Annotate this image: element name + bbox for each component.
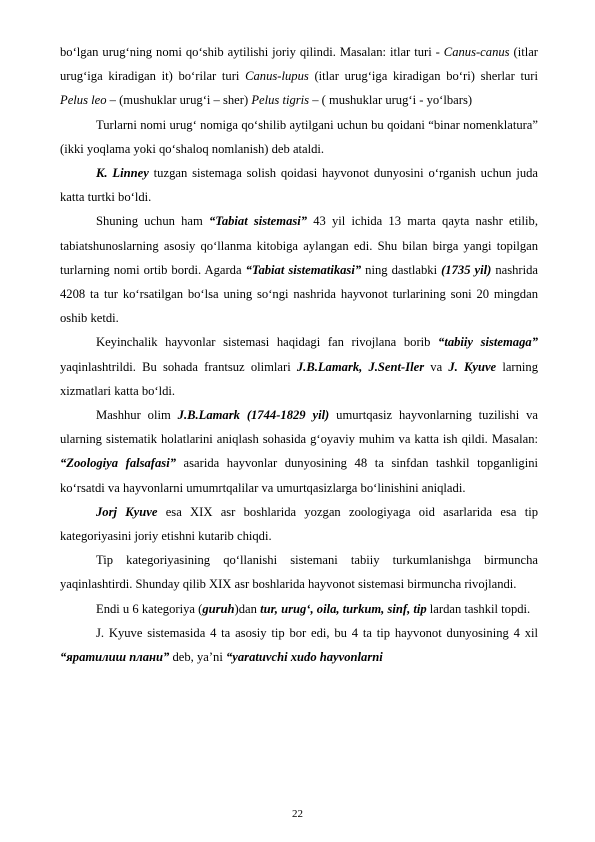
text-run: Mashhur olim <box>96 408 178 423</box>
emphasis-text: J. Kyuve <box>448 359 497 374</box>
emphasis-text: tur, urug‘, oila, turkum, sinf, tip <box>260 601 427 616</box>
page-number: 22 <box>292 808 303 820</box>
text-run: deb, ya’ni <box>169 650 226 665</box>
emphasis-text: “tabiiy sistemaga” <box>438 335 538 350</box>
paragraph <box>60 548 538 596</box>
page-body <box>60 40 538 669</box>
paragraph <box>60 330 538 403</box>
text-run: (itlar urug‘iga kiradigan it) bo‘rilar turi <box>60 45 539 84</box>
text-run: 43 yil ichida 13 marta qayta nashr etilib, tabiatshunoslarning asosiy qo‘llanma kitobiga aylangan edi. Shu bilan birga yangi topilgan turlarning nomi ortib bordi. Agarda <box>60 214 538 277</box>
emphasis-text: “яратилиш плани” <box>60 650 170 665</box>
text-run: tuzgan sistemaga solish qoidasi hayvonot dunyosini o‘rganish uchun juda katta turtki bo‘ldi. <box>60 166 539 205</box>
text-run: lardan tashkil topdi. <box>426 601 531 616</box>
emphasis-text: J.B.Lamark, J.Sent-Iler <box>296 359 425 374</box>
text-run: yaqinlashtrildi. Bu sohada frantsuz olimlari <box>60 359 297 374</box>
text-run: nashrida 4208 ta tur ko‘rsatilgan bo‘lsa uning so‘ngi nashrida hayvonot turlarining soni 20 mingdan oshib ketdi. <box>60 262 539 326</box>
text-run: (itlar urug‘iga kiradigan bo‘ri) sherlar turi <box>308 69 538 84</box>
paragraph <box>60 40 538 113</box>
text-run: va <box>424 359 449 374</box>
text-run: )dan <box>234 601 261 616</box>
italic-text: Canus-canus <box>443 45 510 59</box>
text-run: esa XIX asr boshlarida yozgan zoologiyaga oid asarlarida esa tip kategoriyasini joriy etishni kutarib chiqdi. <box>60 504 538 544</box>
paragraph <box>60 403 538 500</box>
italic-text: Canus-lupus <box>245 69 309 84</box>
paragraph <box>60 621 538 669</box>
paragraph <box>60 209 538 330</box>
emphasis-text: (1735 yil) <box>441 262 492 277</box>
paragraph <box>60 500 538 548</box>
text-run: Shuning uchun ham <box>96 214 209 229</box>
italic-text: Pelus leo <box>60 93 107 108</box>
text-run: Turlarni nomi urug‘ nomiga qo‘shilib aytilgani uchun bu qoidani “binar nomenklatura” (ikki yoqlama yoki qo‘shaloq nomlanish) deb ataldi. <box>60 117 538 156</box>
emphasis-text: “yaratuvchi xudo hayvonlarni <box>226 650 383 665</box>
emphasis-text: J.B.Lamark (1744-1829 yil) <box>177 408 330 423</box>
text-run: ning dastlabki <box>361 262 442 277</box>
paragraph <box>60 161 538 209</box>
text-run: umurtqasiz hayvonlarning tuzilishi va ularning sistematik holatlarini aniqlash sohasida g‘oyaviy muhim va katta ish qildi. Masalan: <box>60 408 538 447</box>
text-run: larning xizmatlari katta bo‘ldi. <box>60 359 538 398</box>
text-run: asarida hayvonlar dunyosining 48 ta sinfdan tashkil topganligini ko‘rsatdi va hayvonlarni umumrtqalilar va umurtqasizlarga bo‘linishini aniqladi. <box>60 456 538 495</box>
emphasis-text: guruh <box>202 601 235 616</box>
emphasis-text: “Tabiat sistematikasi” <box>245 262 362 277</box>
italic-text: Pelus tigris <box>251 93 310 108</box>
text-run: Tip kategoriyasining qo‘llanishi sistemani tabiiy turkumlanishga birmuncha yaqinlashtirdi. Shunday qilib XIX asr boshlarida hayvonot sistemasi birmuncha rivojlandi. <box>60 553 538 592</box>
text-run: – (mushuklar urug‘i – sher) <box>106 93 252 108</box>
paragraph <box>60 597 538 621</box>
emphasis-text: “Zoologiya falsafasi” <box>60 456 176 471</box>
emphasis-text: K. Linney <box>96 166 149 181</box>
text-run: – ( mushuklar urug‘i - yo‘lbars) <box>309 93 473 108</box>
text-run: Keyinchalik hayvonlar sistemasi haqidagi fan rivojlana borib <box>96 335 439 350</box>
paragraph <box>60 113 538 161</box>
text-run: bo‘lgan urug‘ning nomi qo‘shib aytilishi joriy qilindi. Masalan: itlar turi - <box>60 45 444 59</box>
text-run: Endi u 6 kategoriya ( <box>96 601 203 616</box>
text-run: J. Kyuve sistemasida 4 ta asosiy tip bor edi, bu 4 ta tip hayvonot dunyosining 4 xil <box>96 625 538 640</box>
emphasis-text: Jorj Kyuve <box>96 504 158 519</box>
emphasis-text: “Tabiat sistemasi” <box>208 214 308 229</box>
